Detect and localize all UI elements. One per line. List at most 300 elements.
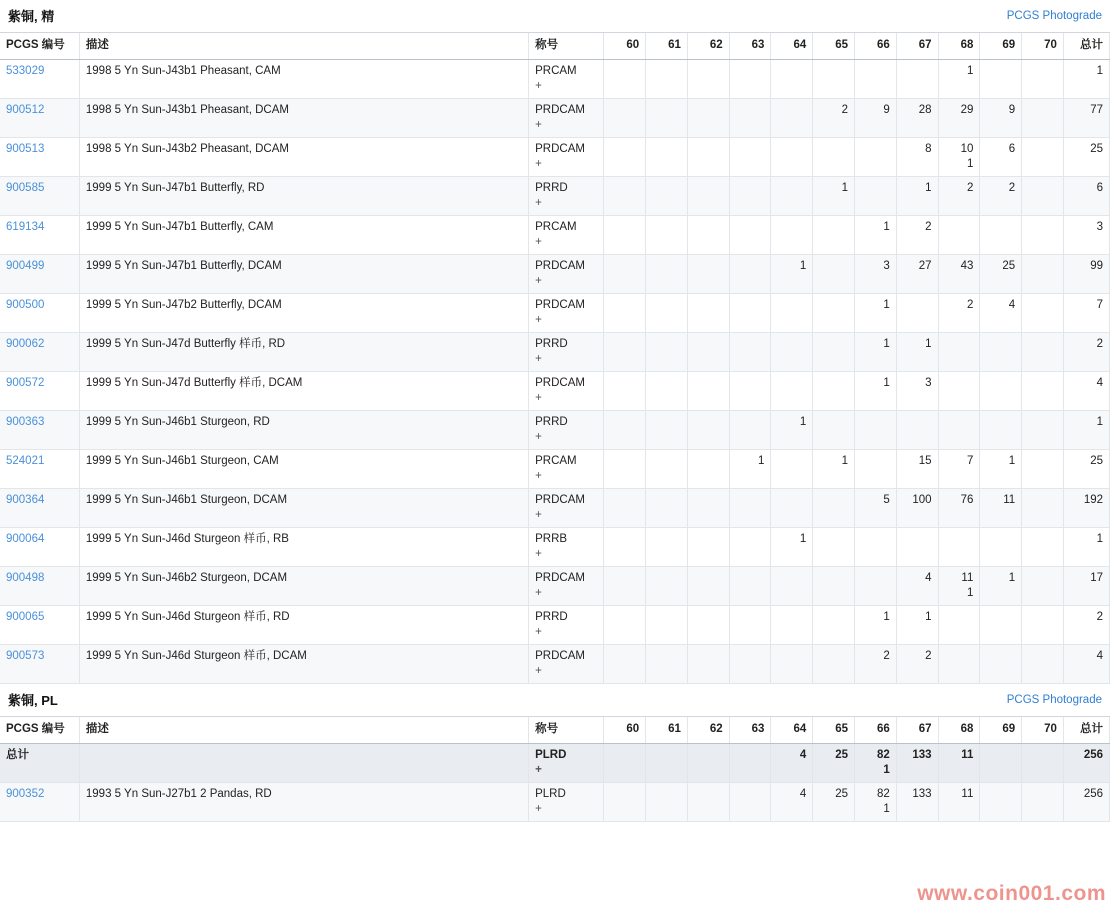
grade-count-cell <box>813 606 855 645</box>
pcgs-no-cell[interactable] <box>0 294 79 333</box>
grade-count-cell: 1 <box>855 294 897 333</box>
grade-count-cell <box>771 645 813 684</box>
table-row <box>0 411 1110 450</box>
grade-count-cell <box>646 99 688 138</box>
grade-count-cell <box>687 567 729 606</box>
table-body-2 <box>0 744 1110 822</box>
grade-count-cell: 1 <box>896 177 938 216</box>
grade-count-cell <box>938 372 980 411</box>
grade-count-cell: 1 <box>855 372 897 411</box>
grade-count-cell <box>980 60 1022 99</box>
pcgs-no-link[interactable]: 900512 <box>6 104 45 116</box>
designation-cell: PLRD + <box>529 744 604 783</box>
pcgs-no-link[interactable]: 900363 <box>6 416 45 428</box>
grade-count-cell <box>604 450 646 489</box>
grade-count-cell <box>771 60 813 99</box>
grade-count-cell <box>729 489 771 528</box>
grade-table-2 <box>0 717 1110 822</box>
grade-count-cell <box>729 60 771 99</box>
grade-count-cell <box>729 177 771 216</box>
col-pcgs-no: PCGS 编号 <box>0 717 79 744</box>
table-header-2 <box>0 717 1110 744</box>
grade-count-cell <box>646 450 688 489</box>
col-grade-65: 65 <box>813 33 855 60</box>
table-header-row <box>0 717 1110 744</box>
pcgs-no-cell[interactable] <box>0 489 79 528</box>
table-body-1 <box>0 60 1110 684</box>
designation-cell: PRRD + <box>529 411 604 450</box>
table-row <box>0 645 1110 684</box>
grade-count-cell: 6 <box>980 138 1022 177</box>
grade-count-cell <box>729 294 771 333</box>
grade-count-cell <box>729 255 771 294</box>
grade-count-cell <box>687 138 729 177</box>
grade-count-cell: 3 <box>855 255 897 294</box>
grade-count-cell <box>687 99 729 138</box>
grade-count-cell: 10 1 <box>938 138 980 177</box>
grade-count-cell <box>771 138 813 177</box>
grade-count-cell <box>896 411 938 450</box>
col-grade-62: 62 <box>687 717 729 744</box>
pcgs-no-link[interactable]: 900352 <box>6 788 45 800</box>
grade-count-cell <box>604 411 646 450</box>
designation-cell: PRCAM + <box>529 216 604 255</box>
grade-count-cell <box>813 372 855 411</box>
grade-count-cell <box>687 645 729 684</box>
grade-count-cell <box>604 99 646 138</box>
col-grade-68: 68 <box>938 33 980 60</box>
table-row <box>0 177 1110 216</box>
description-cell: 1993 5 Yn Sun-J27b1 2 Pandas, RD <box>79 783 528 822</box>
designation-cell: PRDCAM + <box>529 372 604 411</box>
grade-count-cell <box>646 216 688 255</box>
grade-count-cell <box>771 294 813 333</box>
grade-count-cell: 27 <box>896 255 938 294</box>
pcgs-no-cell[interactable] <box>0 177 79 216</box>
grade-count-cell: 8 <box>896 138 938 177</box>
pcgs-photograde-link[interactable]: PCGS Photograde <box>1006 693 1102 706</box>
designation-cell: PRRD + <box>529 606 604 645</box>
grade-count-cell <box>646 606 688 645</box>
grade-count-cell: 25 <box>980 255 1022 294</box>
grade-count-cell <box>646 177 688 216</box>
table-row <box>0 255 1110 294</box>
grade-count-cell <box>1022 294 1064 333</box>
grade-count-cell: 1 <box>813 450 855 489</box>
grade-count-cell <box>687 372 729 411</box>
grade-count-cell <box>1022 744 1064 783</box>
grade-count-cell <box>980 783 1022 822</box>
row-total-cell: 99 <box>1063 255 1109 294</box>
row-total-cell: 4 <box>1063 645 1109 684</box>
designation-cell: PRCAM + <box>529 60 604 99</box>
pcgs-no-link[interactable]: 900498 <box>6 572 45 584</box>
grade-count-cell: 1 <box>855 333 897 372</box>
row-total-cell: 2 <box>1063 606 1109 645</box>
grade-count-cell <box>646 411 688 450</box>
grade-count-cell <box>896 294 938 333</box>
grade-count-cell <box>1022 216 1064 255</box>
grade-count-cell <box>687 411 729 450</box>
grade-count-cell <box>646 783 688 822</box>
row-total-cell: 1 <box>1063 60 1109 99</box>
grade-count-cell <box>1022 99 1064 138</box>
grade-count-cell: 11 1 <box>938 567 980 606</box>
designation-cell: PRDCAM + <box>529 489 604 528</box>
grade-count-cell <box>1022 567 1064 606</box>
grade-count-cell: 1 <box>771 255 813 294</box>
grade-count-cell <box>896 60 938 99</box>
section-header-2 <box>0 684 1110 717</box>
pcgs-no-cell[interactable] <box>0 372 79 411</box>
grade-count-cell: 1 <box>729 450 771 489</box>
pcgs-no-link[interactable]: 533029 <box>6 65 45 77</box>
pcgs-no-link[interactable]: 900585 <box>6 182 45 194</box>
grade-count-cell <box>980 333 1022 372</box>
grade-count-cell <box>646 744 688 783</box>
grade-count-cell: 15 <box>896 450 938 489</box>
pcgs-no-cell[interactable] <box>0 333 79 372</box>
grade-count-cell: 2 <box>896 645 938 684</box>
description-cell: 1999 5 Yn Sun-J46b1 Sturgeon, CAM <box>79 450 528 489</box>
description-cell: 1999 5 Yn Sun-J47b1 Butterfly, DCAM <box>79 255 528 294</box>
pcgs-no-cell[interactable] <box>0 450 79 489</box>
grade-count-cell <box>1022 60 1064 99</box>
grade-count-cell: 28 <box>896 99 938 138</box>
grade-count-cell <box>729 333 771 372</box>
pcgs-no-cell[interactable] <box>0 606 79 645</box>
section-title: 紫铜, 精 <box>8 9 55 24</box>
pcgs-no-link[interactable]: 900513 <box>6 143 45 155</box>
grade-count-cell <box>813 567 855 606</box>
grade-count-cell: 1 <box>771 528 813 567</box>
grade-count-cell <box>646 255 688 294</box>
section-title: 紫铜, PL <box>8 693 58 708</box>
designation-cell: PRDCAM + <box>529 138 604 177</box>
row-total-cell: 7 <box>1063 294 1109 333</box>
grade-count-cell: 3 <box>896 372 938 411</box>
grade-count-cell: 1 <box>938 60 980 99</box>
grade-count-cell <box>604 216 646 255</box>
grade-count-cell: 2 <box>938 177 980 216</box>
col-grade-66: 66 <box>855 717 897 744</box>
grade-count-cell <box>604 567 646 606</box>
grade-count-cell <box>687 783 729 822</box>
grade-count-cell <box>604 606 646 645</box>
col-grade-66: 66 <box>855 33 897 60</box>
section-header-1 <box>0 0 1110 33</box>
grade-count-cell <box>604 372 646 411</box>
col-grade-61: 61 <box>646 33 688 60</box>
pcgs-no-link[interactable]: 900500 <box>6 299 45 311</box>
grade-count-cell: 133 <box>896 783 938 822</box>
grade-count-cell: 25 <box>813 783 855 822</box>
grade-count-cell <box>855 567 897 606</box>
description-cell: 1999 5 Yn Sun-J46b1 Sturgeon, RD <box>79 411 528 450</box>
pcgs-no-link[interactable]: 900064 <box>6 533 45 545</box>
grade-count-cell <box>687 216 729 255</box>
grade-count-cell <box>729 645 771 684</box>
grade-count-cell <box>646 645 688 684</box>
grade-count-cell <box>604 783 646 822</box>
pcgs-no-link[interactable]: 900572 <box>6 377 45 389</box>
grade-count-cell: 29 <box>938 99 980 138</box>
grade-count-cell <box>771 567 813 606</box>
description-cell: 1999 5 Yn Sun-J46d Sturgeon 样币, RD <box>79 606 528 645</box>
pcgs-no-cell[interactable] <box>0 783 79 822</box>
grade-count-cell <box>729 411 771 450</box>
grade-count-cell <box>646 60 688 99</box>
grade-count-cell: 9 <box>855 99 897 138</box>
grade-count-cell <box>771 333 813 372</box>
table-row <box>0 606 1110 645</box>
grade-count-cell <box>813 411 855 450</box>
pcgs-no-cell[interactable] <box>0 255 79 294</box>
grade-count-cell <box>687 177 729 216</box>
grade-count-cell <box>980 528 1022 567</box>
pcgs-no-link[interactable]: 619134 <box>6 221 45 233</box>
col-grade-70: 70 <box>1022 717 1064 744</box>
grade-count-cell <box>687 606 729 645</box>
col-grade-61: 61 <box>646 717 688 744</box>
grade-count-cell: 9 <box>980 99 1022 138</box>
grade-count-cell <box>1022 255 1064 294</box>
designation-cell: PRRB + <box>529 528 604 567</box>
grade-count-cell <box>1022 783 1064 822</box>
grade-count-cell: 1 <box>813 177 855 216</box>
grade-count-cell <box>813 645 855 684</box>
pcgs-no-cell[interactable] <box>0 138 79 177</box>
description-cell: 1999 5 Yn Sun-J46b2 Sturgeon, DCAM <box>79 567 528 606</box>
grade-count-cell <box>771 216 813 255</box>
grade-count-cell <box>938 528 980 567</box>
grade-count-cell <box>855 177 897 216</box>
grade-count-cell <box>729 216 771 255</box>
grade-count-cell <box>729 567 771 606</box>
grade-count-cell <box>1022 138 1064 177</box>
pcgs-no-cell[interactable] <box>0 528 79 567</box>
grade-count-cell <box>1022 606 1064 645</box>
grade-count-cell <box>729 528 771 567</box>
col-grade-60: 60 <box>604 717 646 744</box>
pcgs-no-link[interactable]: 524021 <box>6 455 45 467</box>
row-total-cell: 6 <box>1063 177 1109 216</box>
row-total-cell: 17 <box>1063 567 1109 606</box>
grade-count-cell <box>938 411 980 450</box>
grade-count-cell <box>1022 645 1064 684</box>
table-row <box>0 216 1110 255</box>
pcgs-no-link[interactable]: 900364 <box>6 494 45 506</box>
grade-count-cell <box>687 333 729 372</box>
grade-count-cell <box>938 216 980 255</box>
col-grade-62: 62 <box>687 33 729 60</box>
grade-count-cell <box>1022 411 1064 450</box>
grade-count-cell <box>1022 177 1064 216</box>
col-grade-67: 67 <box>896 717 938 744</box>
grade-count-cell <box>855 450 897 489</box>
grade-count-cell: 5 <box>855 489 897 528</box>
grade-count-cell <box>1022 528 1064 567</box>
grade-count-cell <box>646 489 688 528</box>
grade-count-cell: 82 1 <box>855 744 897 783</box>
grade-count-cell: 2 <box>896 216 938 255</box>
pcgs-no-cell[interactable] <box>0 216 79 255</box>
grade-count-cell: 1 <box>980 567 1022 606</box>
col-grade-70: 70 <box>1022 33 1064 60</box>
grade-count-cell <box>604 138 646 177</box>
grade-count-cell <box>687 294 729 333</box>
pcgs-no-cell[interactable] <box>0 60 79 99</box>
row-total-cell: 1 <box>1063 411 1109 450</box>
grade-count-cell: 4 <box>896 567 938 606</box>
designation-cell: PRRD + <box>529 333 604 372</box>
description-cell: 1999 5 Yn Sun-J46d Sturgeon 样币, DCAM <box>79 645 528 684</box>
grade-count-cell: 1 <box>896 333 938 372</box>
description-cell: 1999 5 Yn Sun-J46b1 Sturgeon, DCAM <box>79 489 528 528</box>
grade-count-cell <box>604 333 646 372</box>
pcgs-no-cell[interactable] <box>0 567 79 606</box>
grade-count-cell: 2 <box>980 177 1022 216</box>
col-total: 总计 <box>1063 717 1109 744</box>
grade-count-cell <box>813 216 855 255</box>
description-cell: 1998 5 Yn Sun-J43b1 Pheasant, CAM <box>79 60 528 99</box>
table-header-1 <box>0 33 1110 60</box>
grade-count-cell: 11 <box>938 783 980 822</box>
table-total-row <box>0 744 1110 783</box>
grade-count-cell <box>813 255 855 294</box>
row-total-cell: 3 <box>1063 216 1109 255</box>
grade-count-cell <box>980 216 1022 255</box>
row-total-cell: 77 <box>1063 99 1109 138</box>
grade-count-cell <box>646 567 688 606</box>
grade-table-1 <box>0 33 1110 684</box>
col-grade-63: 63 <box>729 717 771 744</box>
table-header-row <box>0 33 1110 60</box>
table-row <box>0 783 1110 822</box>
grade-count-cell: 2 <box>855 645 897 684</box>
grade-count-cell: 76 <box>938 489 980 528</box>
table-row <box>0 333 1110 372</box>
description-cell <box>79 744 528 783</box>
description-cell: 1998 5 Yn Sun-J43b1 Pheasant, DCAM <box>79 99 528 138</box>
pcgs-no-link[interactable]: 900573 <box>6 650 45 662</box>
col-grade-69: 69 <box>980 33 1022 60</box>
designation-cell: PRDCAM + <box>529 99 604 138</box>
description-cell: 1999 5 Yn Sun-J47b2 Butterfly, DCAM <box>79 294 528 333</box>
grade-count-cell <box>855 60 897 99</box>
row-total-cell: 25 <box>1063 450 1109 489</box>
grade-count-cell <box>980 645 1022 684</box>
grade-count-cell: 4 <box>980 294 1022 333</box>
table-row <box>0 567 1110 606</box>
table-row <box>0 99 1110 138</box>
watermark: www.coin001.com <box>917 882 1106 905</box>
grade-count-cell <box>604 60 646 99</box>
row-total-cell: 4 <box>1063 372 1109 411</box>
grade-count-cell <box>1022 450 1064 489</box>
grade-count-cell: 1 <box>980 450 1022 489</box>
row-total-cell: 1 <box>1063 528 1109 567</box>
grade-count-cell <box>813 528 855 567</box>
table-row <box>0 528 1110 567</box>
table-row <box>0 489 1110 528</box>
col-grade-64: 64 <box>771 33 813 60</box>
grade-count-cell <box>604 489 646 528</box>
pcgs-no-link[interactable]: 900062 <box>6 338 45 350</box>
pcgs-no-link[interactable]: 900065 <box>6 611 45 623</box>
pcgs-no-cell[interactable] <box>0 99 79 138</box>
grade-count-cell <box>646 294 688 333</box>
grade-count-cell <box>771 606 813 645</box>
grade-count-cell <box>729 744 771 783</box>
grade-count-cell: 11 <box>980 489 1022 528</box>
grade-count-cell <box>896 528 938 567</box>
col-grade-64: 64 <box>771 717 813 744</box>
grade-count-cell <box>729 138 771 177</box>
grade-count-cell <box>646 333 688 372</box>
grade-count-cell <box>729 783 771 822</box>
grade-count-cell <box>729 372 771 411</box>
grade-count-cell <box>687 744 729 783</box>
grade-count-cell: 4 <box>771 783 813 822</box>
grade-count-cell <box>771 372 813 411</box>
designation-cell: PRDCAM + <box>529 255 604 294</box>
grade-count-cell <box>980 744 1022 783</box>
table-row <box>0 294 1110 333</box>
grade-count-cell <box>687 60 729 99</box>
pcgs-no-link[interactable]: 900499 <box>6 260 45 272</box>
grade-count-cell: 4 <box>771 744 813 783</box>
table-row <box>0 372 1110 411</box>
grade-count-cell <box>729 606 771 645</box>
grade-count-cell: 1 <box>896 606 938 645</box>
description-cell: 1999 5 Yn Sun-J47d Butterfly 样币, RD <box>79 333 528 372</box>
designation-cell: PRDCAM + <box>529 294 604 333</box>
pcgs-no-cell[interactable] <box>0 411 79 450</box>
grade-count-cell <box>687 489 729 528</box>
grade-count-cell <box>813 333 855 372</box>
table-row <box>0 138 1110 177</box>
grade-count-cell <box>646 372 688 411</box>
grade-count-cell <box>813 294 855 333</box>
grade-count-cell <box>604 744 646 783</box>
col-pcgs-no: PCGS 编号 <box>0 33 79 60</box>
grade-count-cell <box>980 372 1022 411</box>
description-cell: 1999 5 Yn Sun-J46d Sturgeon 样币, RB <box>79 528 528 567</box>
col-description: 描述 <box>79 33 528 60</box>
designation-cell: PRRD + <box>529 177 604 216</box>
pcgs-no-cell[interactable] <box>0 645 79 684</box>
grade-count-cell <box>813 138 855 177</box>
grade-count-cell <box>938 645 980 684</box>
designation-cell: PLRD + <box>529 783 604 822</box>
grade-count-cell: 1 <box>855 606 897 645</box>
row-total-cell: 256 <box>1063 783 1109 822</box>
grade-count-cell <box>771 99 813 138</box>
grade-count-cell <box>604 177 646 216</box>
grade-count-cell <box>938 606 980 645</box>
grade-count-cell <box>729 99 771 138</box>
grade-count-cell <box>771 177 813 216</box>
pcgs-photograde-link[interactable]: PCGS Photograde <box>1006 9 1102 22</box>
grade-count-cell <box>980 411 1022 450</box>
col-description: 描述 <box>79 717 528 744</box>
designation-cell: PRCAM + <box>529 450 604 489</box>
grade-count-cell <box>687 450 729 489</box>
grade-count-cell <box>604 255 646 294</box>
grade-count-cell: 1 <box>855 216 897 255</box>
row-total-cell: 25 <box>1063 138 1109 177</box>
